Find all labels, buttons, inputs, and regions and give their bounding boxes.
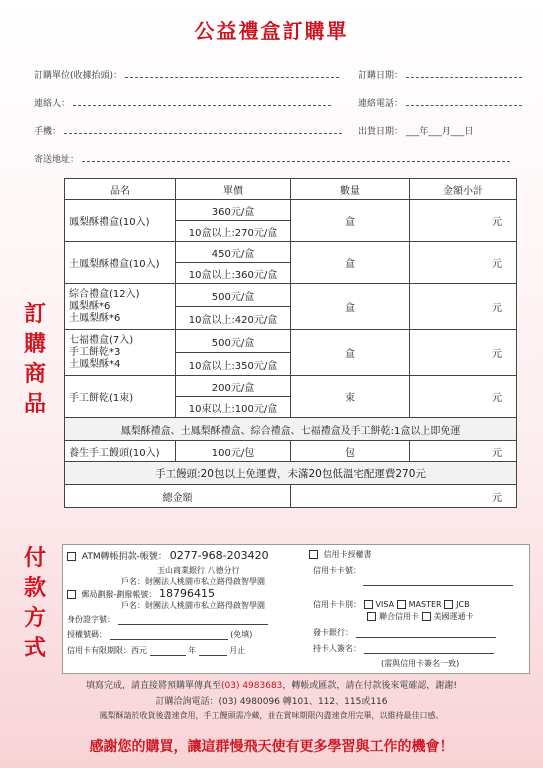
unit-price: 200元/盒 (176, 376, 291, 397)
atm-option[interactable] (67, 549, 269, 562)
ship-date-format[interactable]: ___年___月___日 (405, 127, 474, 137)
auth-row (67, 629, 252, 640)
bulk-price: 10盒以上:360元/盒 (176, 263, 291, 284)
holder-sign-label: 持卡人簽名： (313, 644, 361, 653)
expiry-year: 年 (188, 646, 197, 655)
quantity-cell[interactable]: 盒 (291, 200, 410, 242)
cc-type-row2 (367, 611, 474, 622)
atm-label: ATM轉帳捐款-帳號： (81, 552, 167, 562)
signature-field[interactable] (364, 644, 494, 654)
cc-type-row (313, 599, 470, 610)
total-amount[interactable]: 元 (291, 485, 517, 508)
checkbox-postal[interactable] (67, 590, 76, 599)
storage-note: 鳳梨酥請於收貨後盡速食用，手工饅頭需冷藏，並在賞味期限內盡速食用完畢，以維持最佳口感。 (99, 711, 444, 720)
quantity-cell[interactable]: 盒 (291, 242, 410, 284)
table-row (65, 330, 517, 353)
order-table (64, 178, 517, 508)
checkbox-visa[interactable] (364, 600, 373, 609)
id-field[interactable] (118, 615, 268, 625)
quantity-cell[interactable]: 盒 (291, 330, 410, 376)
checkbox-master[interactable] (397, 600, 406, 609)
unit-label: 訂購單位(收據抬頭)： (34, 71, 123, 81)
cc-union: 聯合信用卡 (379, 612, 419, 621)
side-char: 品 (23, 392, 46, 417)
side-label-order (20, 300, 50, 420)
cc-visa: VISA (375, 600, 395, 609)
issuer-row (313, 627, 496, 638)
postal-holder: 戶名：財團法人桃園市私立路得啟智學園 (121, 601, 265, 610)
contact-field[interactable] (73, 97, 331, 106)
expiry-label: 信用卡有限期限：西元 (67, 646, 147, 655)
auth-suffix: (免填) (230, 630, 253, 639)
side-char: 購 (23, 332, 46, 357)
cc-type-label: 信用卡卡別： (313, 600, 361, 609)
issuer-label: 發卡銀行： (313, 628, 353, 637)
quantity-cell[interactable]: 盒 (291, 284, 410, 330)
phone-label: 連絡電話： (358, 99, 404, 109)
contact-label: 連絡人： (34, 99, 71, 109)
issuer-field[interactable] (356, 628, 496, 638)
payment-box (62, 544, 530, 674)
table-row (65, 485, 517, 508)
form-row-unit (34, 68, 339, 81)
unit-price: 450元/盒 (176, 242, 291, 263)
checkbox-union[interactable] (367, 612, 376, 621)
col-header: 金額小計 (410, 179, 517, 200)
table-row (65, 242, 517, 263)
address-label: 寄送地址： (34, 155, 80, 165)
postal-number: 18796415 (158, 587, 215, 600)
subtotal-cell[interactable]: 元 (410, 284, 517, 330)
checkbox-ae[interactable] (422, 612, 431, 621)
fax-number: (03) 4983683 (220, 681, 283, 691)
postal-label: 郵局劃撥-劃撥帳號： (81, 590, 157, 599)
unit-price: 500元/盒 (176, 330, 291, 353)
side-char: 商 (23, 362, 46, 387)
side-char: 訂 (23, 302, 46, 327)
form-row-ship (358, 124, 473, 137)
table-header-row (65, 179, 517, 200)
id-row (67, 614, 268, 625)
form-row-date (358, 68, 522, 81)
unit-field[interactable] (125, 69, 339, 78)
cc-ae: 美國運通卡 (433, 612, 474, 621)
table-row (65, 462, 517, 485)
bulk-price: 10束以上:100元/盒 (176, 397, 291, 418)
total-label: 總金額 (65, 485, 291, 508)
date-label: 訂購日期： (358, 71, 404, 81)
expiry-row (67, 645, 245, 656)
bulk-price: 10盒以上:350元/盒 (176, 353, 291, 376)
cc-number-row (313, 565, 361, 576)
product-name: 七福禮盒(7入) 手工餅乾*3 土鳳梨酥*4 (65, 330, 176, 376)
product-name: 手工餅乾(1束) (65, 376, 176, 418)
side-char: 式 (23, 636, 46, 661)
table-row (65, 200, 517, 221)
subtotal-cell[interactable]: 元 (410, 376, 517, 418)
thank-you-slogan: 感謝您的購買，讓這群慢飛天使有更多學習與工作的機會！ (89, 739, 454, 755)
date-field[interactable] (406, 69, 522, 78)
checkbox-atm[interactable] (67, 552, 76, 561)
address-field[interactable] (82, 153, 510, 162)
unit-price: 500元/盒 (176, 284, 291, 307)
form-row-phone (358, 96, 522, 109)
unit-price: 360元/盒 (176, 200, 291, 221)
col-header: 品名 (65, 179, 176, 200)
phone-field[interactable] (406, 97, 522, 106)
atm-number: 0277-968-203420 (169, 549, 269, 562)
side-char: 款 (23, 576, 46, 601)
cc-auth-label: 信用卡授權書 (323, 550, 372, 559)
table-row (65, 284, 517, 307)
auth-label: 授權號碼： (67, 630, 107, 639)
col-header: 單價 (176, 179, 291, 200)
cc-master: MASTER (408, 600, 442, 609)
mobile-label: 手機： (34, 127, 62, 137)
fax-text-b: ，轉帳或匯款，請在付款後來電確認，謝謝! (282, 681, 458, 691)
bulk-price: 10盒以上:420元/盒 (176, 307, 291, 330)
table-row (65, 441, 517, 462)
sign-note: (需與信用卡簽名一致) (381, 659, 460, 668)
table-row (65, 376, 517, 397)
product-name: 鳳梨酥禮盒(10入) (65, 200, 176, 242)
bank-name: 玉山商業銀行 八德分行 (157, 566, 240, 575)
form-row-contact (34, 96, 331, 109)
side-char: 付 (23, 546, 46, 571)
expiry-month-field[interactable] (199, 646, 227, 656)
checkbox-cc[interactable] (309, 550, 318, 559)
mantou-note: 手工饅頭:20包以上免運費，未滿20包低溫宅配運費270元 (65, 462, 517, 485)
form-row-mobile (34, 124, 342, 137)
quantity-cell[interactable]: 包 (291, 441, 410, 462)
atm-holder: 戶名：財團法人桃園市私立路得啟智學園 (121, 577, 265, 586)
auth-field[interactable] (110, 630, 228, 640)
cc-number-field[interactable] (363, 579, 513, 586)
col-header: 數量 (291, 179, 410, 200)
subtotal-cell[interactable]: 元 (410, 242, 517, 284)
fax-instruction (0, 678, 543, 691)
postal-option[interactable] (67, 587, 215, 600)
side-char: 方 (23, 606, 46, 631)
cc-auth-option[interactable] (309, 549, 372, 560)
ship-label: 出貨日期： (358, 127, 404, 137)
mobile-field[interactable] (64, 125, 342, 134)
fax-text-a: 填寫完成，請直接將預購單傳真至 (85, 681, 221, 691)
page-title: 公益禮盒訂購單 (194, 19, 349, 43)
expiry-year-field[interactable] (150, 646, 186, 656)
product-name: 養生手工饅頭(10入) (65, 441, 176, 462)
subtotal-cell[interactable]: 元 (410, 330, 517, 376)
product-name: 綜合禮盒(12入) 鳳梨酥*6 土鳳梨酥*6 (65, 284, 176, 330)
id-label: 身份證字號： (67, 615, 115, 624)
checkbox-jcb[interactable] (444, 600, 453, 609)
shipping-note: 鳳梨酥禮盒、土鳳梨酥禮盒、綜合禮盒、七福禮盒及手工餅乾:1盒以上即免運 (65, 418, 517, 441)
quantity-cell[interactable]: 束 (291, 376, 410, 418)
product-name: 土鳳梨酥禮盒(10入) (65, 242, 176, 284)
signature-row (313, 643, 494, 654)
table-row (65, 418, 517, 441)
cc-number-label: 信用卡卡號： (313, 566, 361, 575)
side-label-payment (20, 544, 50, 664)
contact-phone: 訂購洽詢電話：(03) 4980096 轉101、112、115或116 (155, 697, 388, 707)
form-row-address (34, 152, 510, 165)
expiry-month: 月止 (229, 646, 246, 655)
bulk-price: 10盒以上:270元/盒 (176, 221, 291, 242)
subtotal-cell[interactable]: 元 (410, 441, 517, 462)
cc-jcb: JCB (456, 600, 470, 609)
subtotal-cell[interactable]: 元 (410, 200, 517, 242)
unit-price: 100元/包 (176, 441, 291, 462)
